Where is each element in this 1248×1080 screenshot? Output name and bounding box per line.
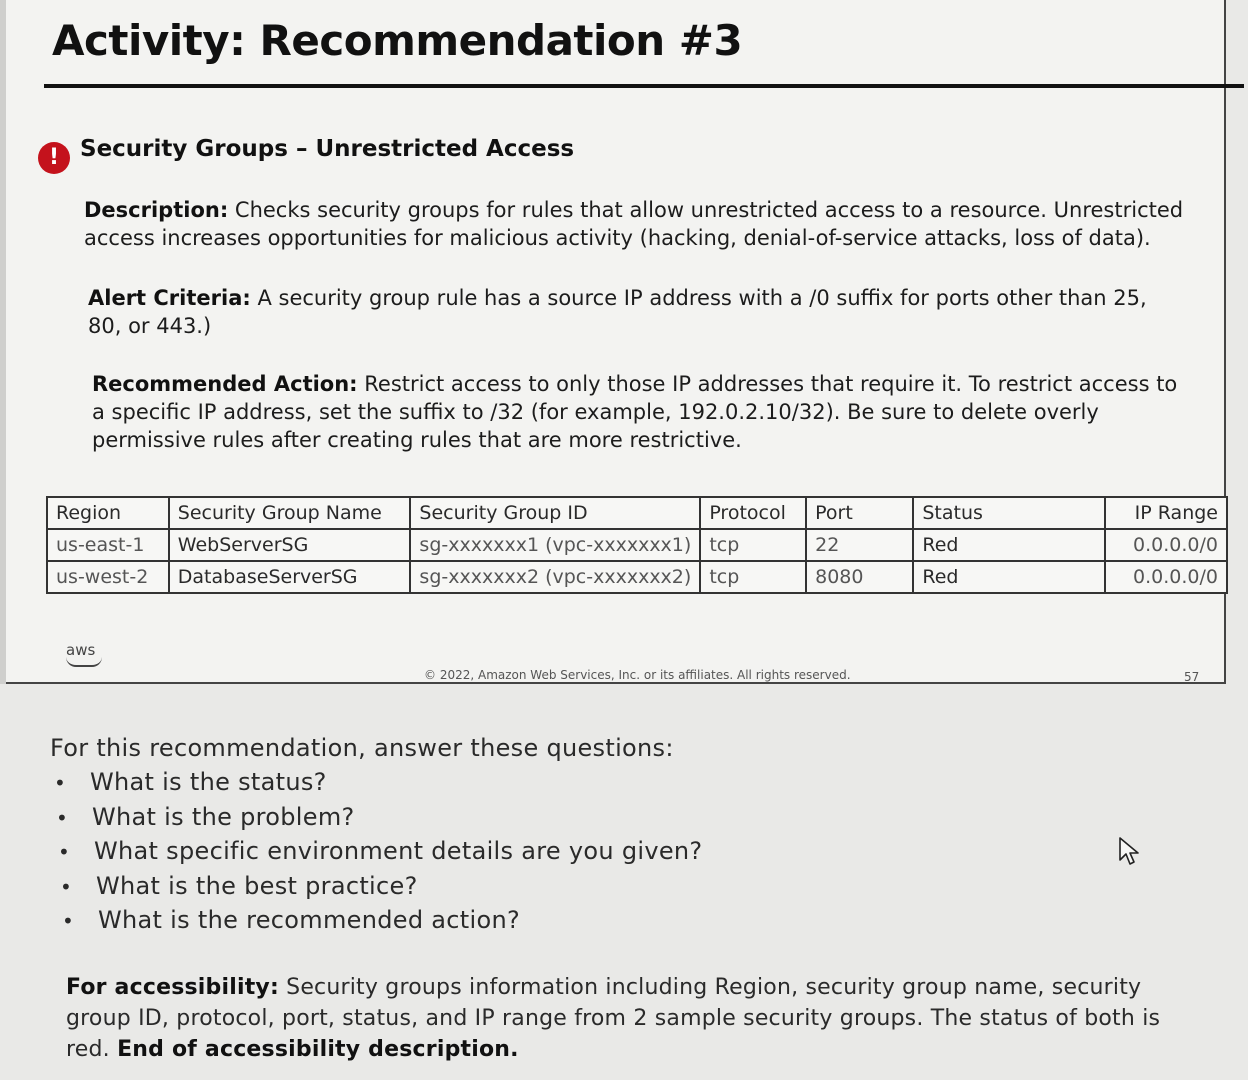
recommended-action-text: Restrict access to only those IP addresses that require it. To restrict access to a specific IP address, set the suffix to /32 (for example, 192.0.2.10/32). Be sure to delete overly permissive rules after creating rules that are more restrictive. bbox=[92, 372, 1178, 452]
bullet: • bbox=[58, 840, 71, 864]
aws-logo bbox=[66, 640, 106, 670]
cell-ip-range: 0.0.0.0/0 bbox=[1105, 529, 1227, 561]
cell-status: Red bbox=[913, 529, 1105, 561]
cell-security-group-id: sg-xxxxxxx1 (vpc-xxxxxxx1) bbox=[410, 529, 700, 561]
description-label: Description: bbox=[84, 198, 229, 222]
copyright-notice: © 2022, Amazon Web Services, Inc. or its affiliates. All rights reserved. bbox=[424, 668, 851, 682]
table-header-row bbox=[47, 497, 1227, 529]
question-text: What specific environment details are you given? bbox=[94, 837, 703, 865]
cell-protocol: tcp bbox=[700, 529, 806, 561]
page-number: 57 bbox=[1184, 670, 1200, 684]
cell-security-group-id: sg-xxxxxxx2 (vpc-xxxxxxx2) bbox=[410, 561, 700, 593]
description-paragraph bbox=[84, 196, 1184, 252]
questions-list bbox=[50, 768, 702, 941]
table-row bbox=[47, 561, 1227, 593]
mouse-pointer-icon bbox=[1118, 836, 1142, 868]
description-text: Checks security groups for rules that allow unrestricted access to a resource. Unrestricted access increases opportunities for malicious activity (hacking, denial-of-service attacks, loss of data). bbox=[84, 198, 1184, 250]
bullet: • bbox=[60, 874, 73, 899]
accessibility-description bbox=[66, 972, 1196, 1065]
question-text: What is the best practice? bbox=[96, 871, 418, 900]
list-item bbox=[50, 768, 702, 803]
slide-title: Activity: Recommendation #3 bbox=[52, 16, 743, 65]
header-region: Region bbox=[47, 497, 169, 529]
aws-logo-text: aws bbox=[66, 641, 96, 659]
list-item bbox=[50, 803, 702, 838]
header-ip-range: IP Range bbox=[1105, 497, 1227, 529]
questions-intro: For this recommendation, answer these questions: bbox=[50, 734, 674, 762]
question-text: What is the status? bbox=[90, 768, 327, 796]
security-groups-table bbox=[46, 496, 1228, 594]
cell-security-group-name: WebServerSG bbox=[169, 529, 411, 561]
header-security-group-name: Security Group Name bbox=[169, 497, 411, 529]
section-heading: Security Groups – Unrestricted Access bbox=[80, 136, 575, 162]
alert-criteria-label: Alert Criteria: bbox=[88, 286, 251, 310]
question-text: What is the problem? bbox=[92, 802, 355, 831]
accessibility-text: Security groups information including Region, security group name, security group ID, protocol, port, status, and IP range from 2 sample security groups. The status of both is red. bbox=[66, 975, 1161, 1062]
list-item bbox=[50, 906, 702, 941]
list-item bbox=[50, 837, 702, 872]
list-item bbox=[50, 872, 702, 907]
cell-region: us-west-2 bbox=[47, 561, 169, 593]
header-status: Status bbox=[913, 497, 1105, 529]
alert-criteria-paragraph bbox=[88, 284, 1184, 340]
header-port: Port bbox=[806, 497, 913, 529]
bullet: • bbox=[62, 909, 75, 933]
cell-port: 8080 bbox=[806, 561, 913, 593]
cell-security-group-name: DatabaseServerSG bbox=[169, 561, 411, 593]
header-security-group-id: Security Group ID bbox=[410, 497, 700, 529]
bullet: • bbox=[56, 805, 69, 830]
header-protocol: Protocol bbox=[700, 497, 806, 529]
accessibility-end-label: End of accessibility description. bbox=[117, 1037, 519, 1062]
accessibility-label: For accessibility: bbox=[66, 975, 279, 1000]
cell-status: Red bbox=[913, 561, 1105, 593]
cell-port: 22 bbox=[806, 529, 913, 561]
alert-circle-icon: ! bbox=[38, 142, 70, 174]
slide-edge bbox=[0, 0, 6, 684]
alert-criteria-text: A security group rule has a source IP address with a /0 suffix for ports other than 25, 80, or 443.) bbox=[88, 286, 1147, 338]
cell-region: us-east-1 bbox=[47, 529, 169, 561]
title-divider bbox=[44, 84, 1244, 88]
recommended-action-label: Recommended Action: bbox=[92, 372, 358, 396]
cell-protocol: tcp bbox=[700, 561, 806, 593]
bullet: • bbox=[54, 771, 67, 795]
table-row bbox=[47, 529, 1227, 561]
cell-ip-range: 0.0.0.0/0 bbox=[1105, 561, 1227, 593]
recommended-action-paragraph bbox=[92, 370, 1192, 454]
question-text: What is the recommended action? bbox=[98, 906, 520, 934]
